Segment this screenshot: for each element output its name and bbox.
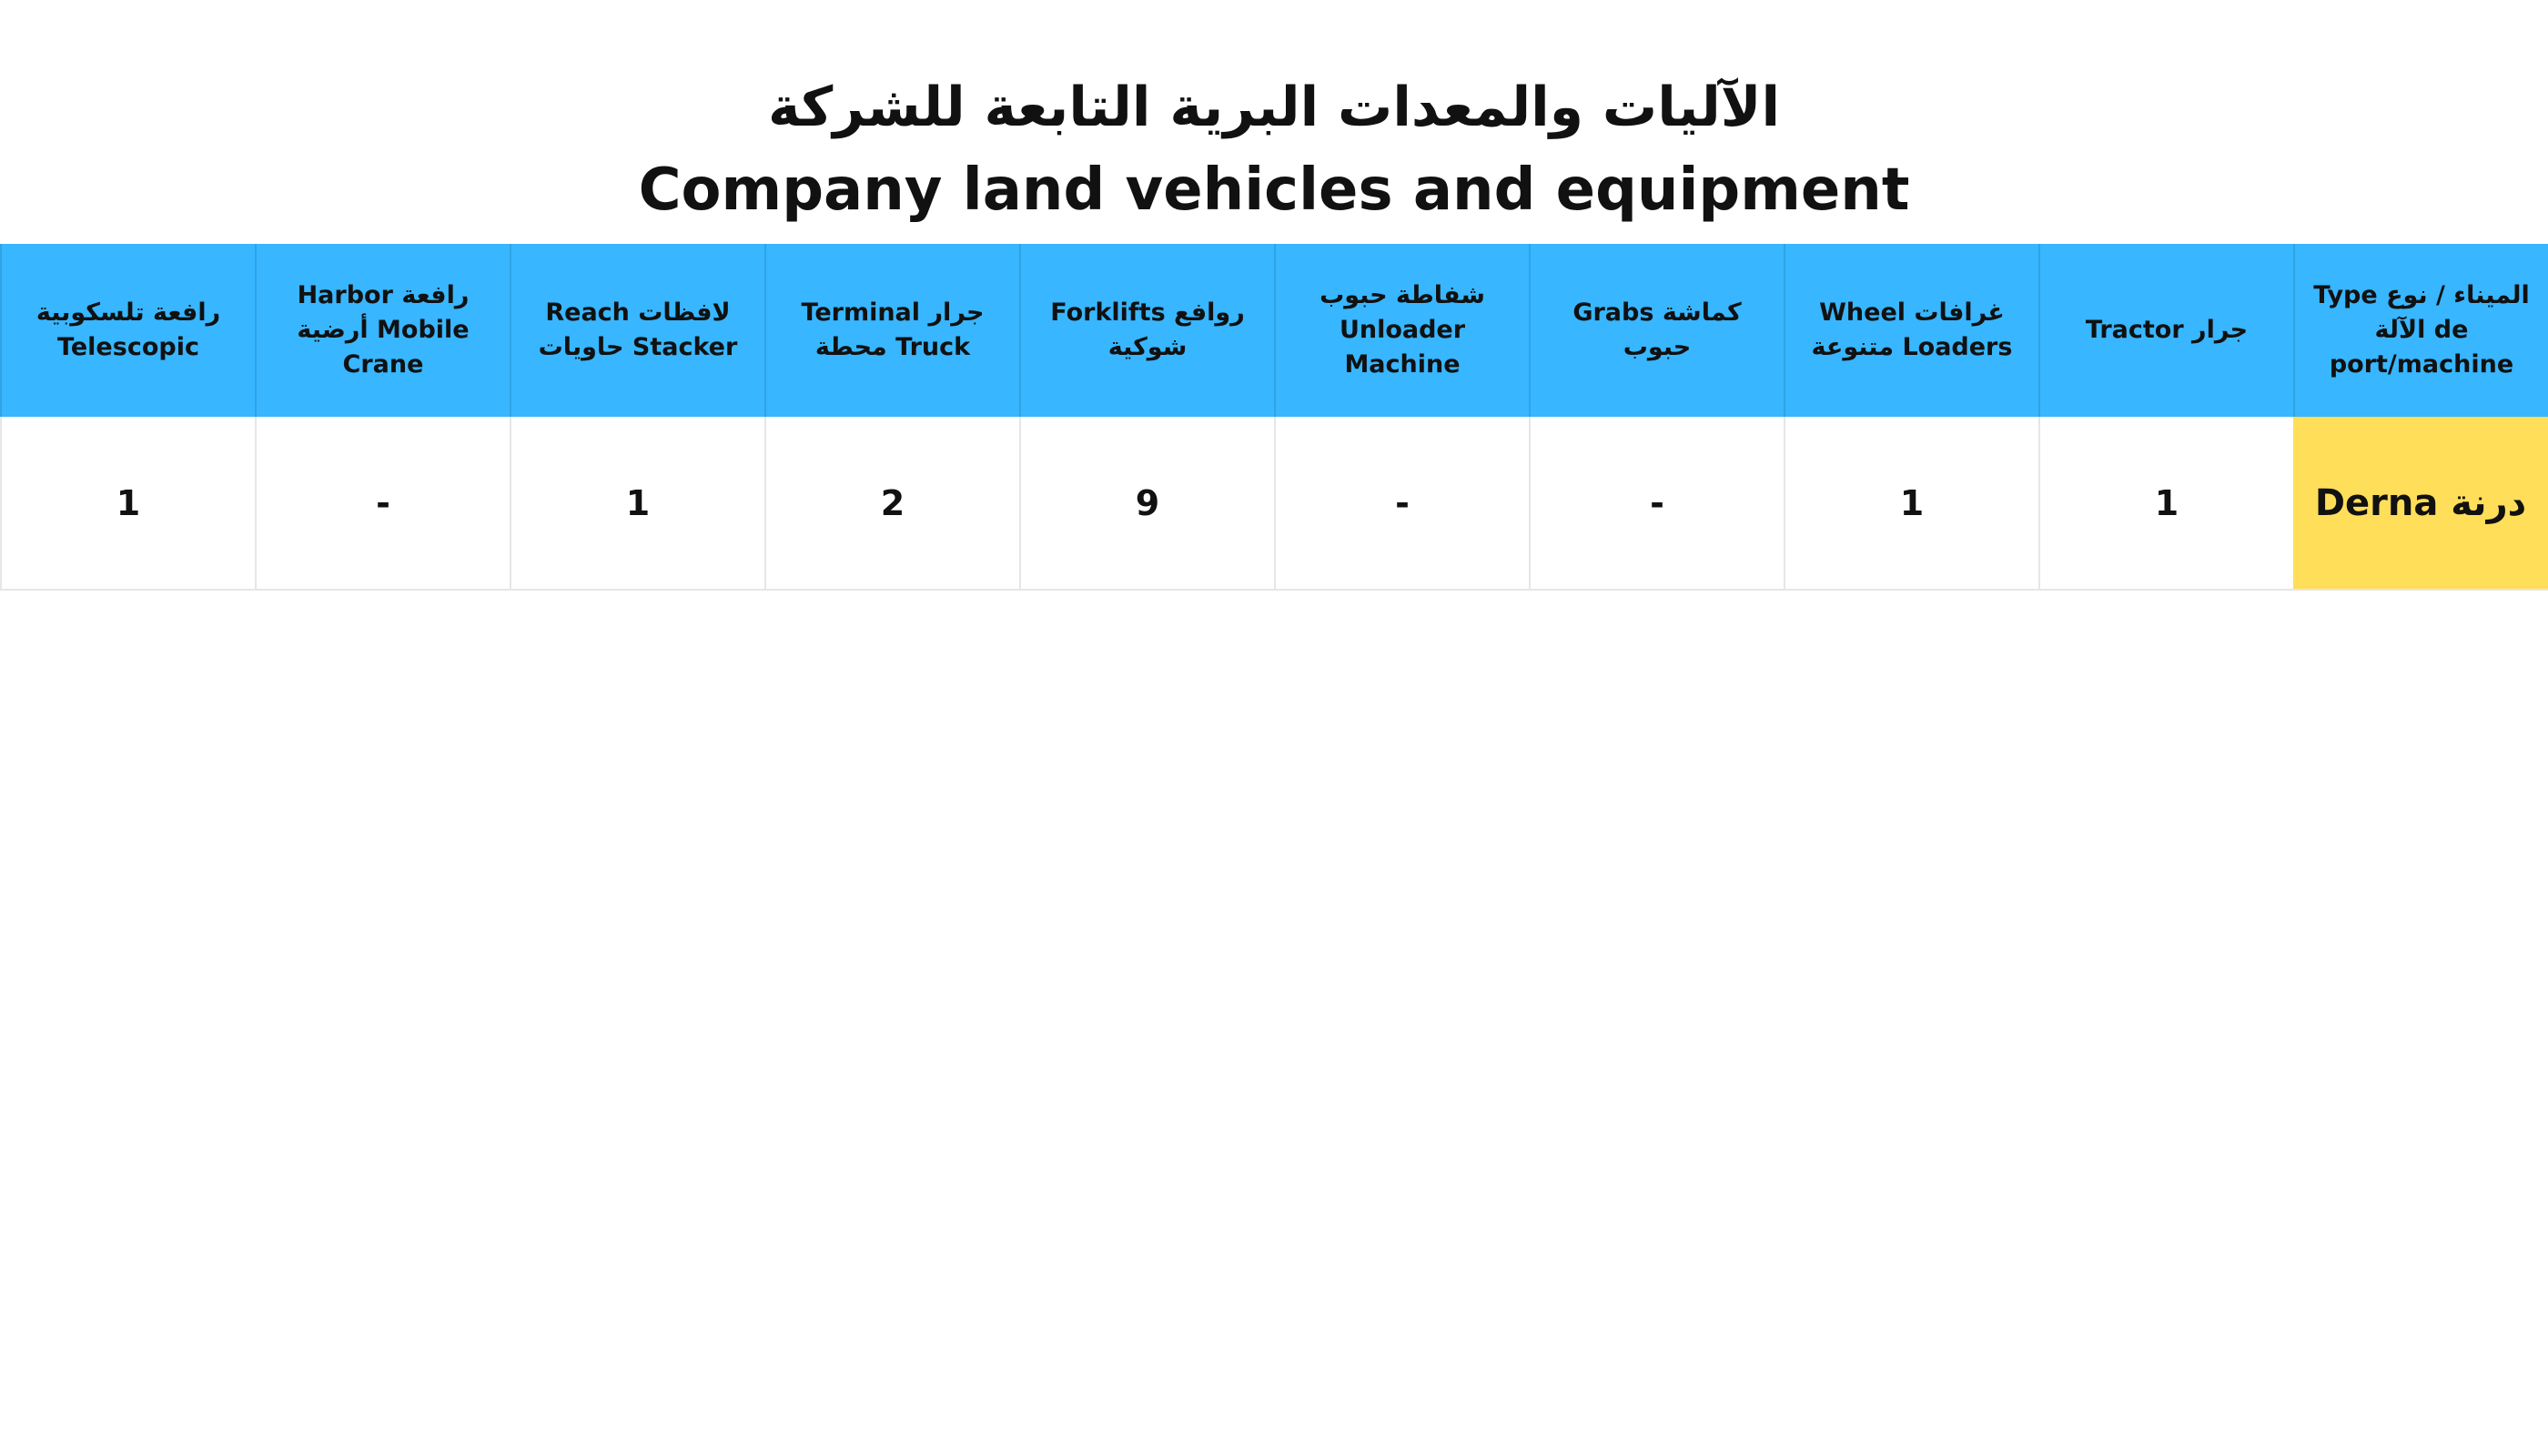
column-header-harbor-mobile-crane: Harbor رافعة أرضية Mobile Crane <box>255 244 510 417</box>
page-title-block <box>0 64 2548 229</box>
column-header-unloader-machine: شفاطة حبوب Unloader Machine <box>1274 244 1529 417</box>
cell-wheel-loaders: 1 <box>1784 417 2038 591</box>
cell-tractor: 1 <box>2038 417 2293 591</box>
column-header-terminal-truck: Terminal جرار محطة Truck <box>764 244 1019 417</box>
equipment-table <box>0 244 2548 591</box>
column-header-telescopic: رافعة تلسكوبية Telescopic <box>0 244 255 417</box>
column-header-forklifts: Forklifts روافع شوكية <box>1019 244 1274 417</box>
port-cell-derna: Derna درنة <box>2293 417 2548 591</box>
cell-reach-stacker: 1 <box>510 417 764 591</box>
column-header-reach-stacker: Reach لافظات حاويات Stacker <box>510 244 764 417</box>
cell-telescopic: 1 <box>0 417 255 591</box>
page-title-arabic: الآليات والمعدات البرية التابعة للشركة <box>767 76 1781 139</box>
column-header-wheel-loaders: Wheel غرافات متنوعة Loaders <box>1784 244 2038 417</box>
table-row <box>0 417 2548 591</box>
column-header-grabs: Grabs كماشة حبوب <box>1529 244 1784 417</box>
column-header-tractor: Tractor جرار <box>2038 244 2293 417</box>
cell-terminal-truck: 2 <box>764 417 1019 591</box>
cell-forklifts: 9 <box>1019 417 1274 591</box>
cell-harbor-mobile-crane: - <box>255 417 510 591</box>
cell-unloader-machine: - <box>1274 417 1529 591</box>
page-title-english: Company land vehicles and equipment <box>638 157 1910 224</box>
table-header-row <box>0 244 2548 417</box>
column-header-port-type: Type الميناء / نوع الآلة de port/machine <box>2293 244 2548 417</box>
cell-grabs: - <box>1529 417 1784 591</box>
